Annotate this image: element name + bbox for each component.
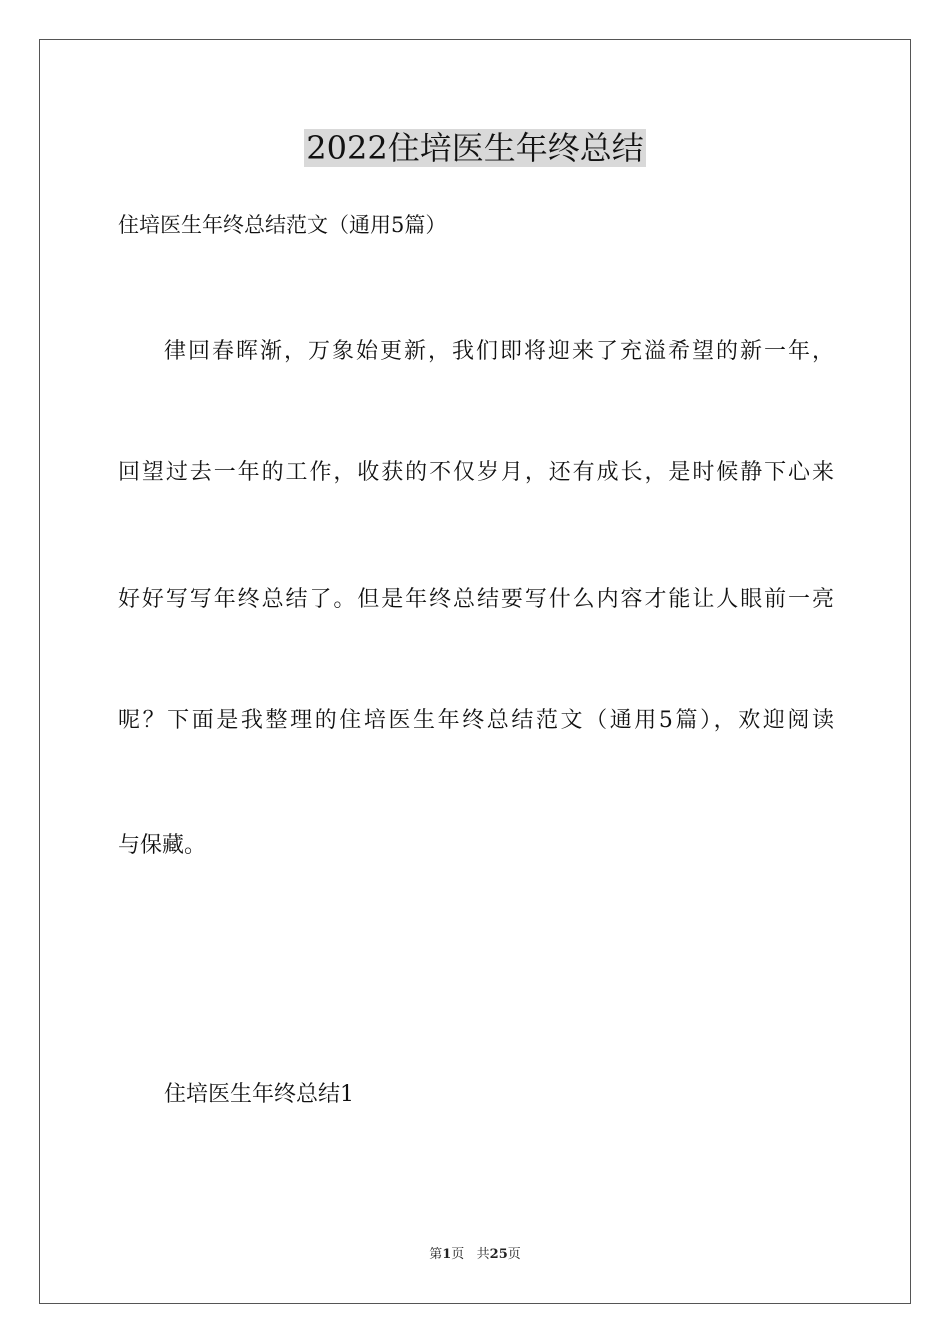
- footer-middle: 页 共: [451, 1247, 490, 1262]
- paragraph-line: 呢？下面是我整理的住培医生年终总结范文（通用5篇），欢迎阅读: [118, 708, 834, 733]
- document-subtitle: 住培医生年终总结范文（通用5篇）: [118, 213, 447, 237]
- paragraph-line: 回望过去一年的工作，收获的不仅岁月，还有成长，是时候静下心来: [118, 460, 834, 485]
- total-page-count: 25: [489, 1247, 508, 1262]
- footer-prefix: 第: [429, 1247, 443, 1262]
- footer-suffix: 页: [507, 1247, 521, 1262]
- current-page-number: 1: [442, 1247, 452, 1262]
- section-heading: 住培医生年终总结1: [164, 1082, 354, 1107]
- paragraph-line: 与保藏。: [118, 833, 207, 858]
- paragraph-line: 律回春晖渐，万象始更新，我们即将迎来了充溢希望的新一年，: [164, 339, 834, 364]
- document-title-text: 2022住培医生年终总结: [306, 129, 644, 167]
- page-footer: [0, 1246, 950, 1264]
- document-title: [0, 126, 950, 170]
- paragraph-line: 好好写写年终总结了。但是年终总结要写什么内容才能让人眼前一亮: [118, 587, 834, 612]
